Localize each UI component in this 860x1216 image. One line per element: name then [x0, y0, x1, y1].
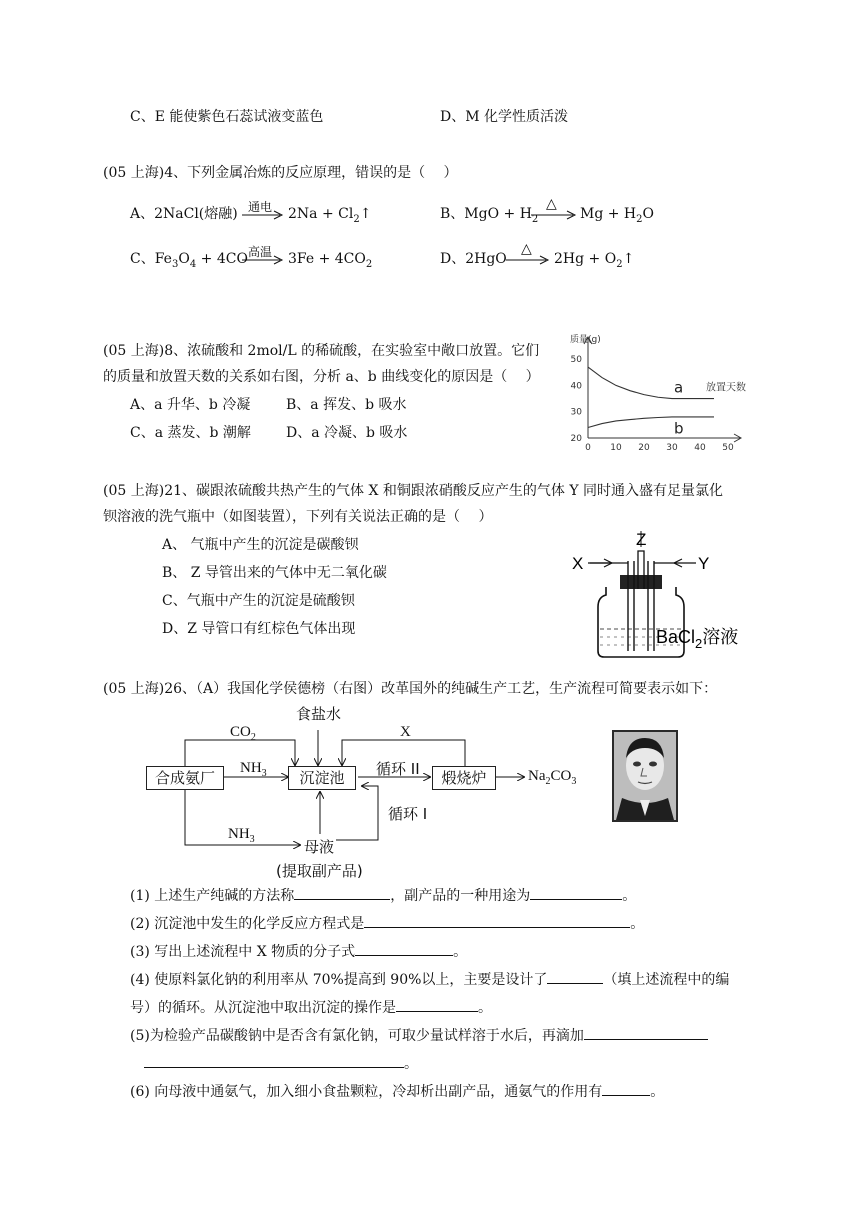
x-tick-label: 50 [722, 443, 734, 453]
q4-option-d-condition: △ [521, 241, 532, 257]
x-tick-label: 20 [638, 443, 650, 453]
q26-stem: (05 上海)26、（A）我国化学侯德榜（右图）改革国外的纯碱生产工艺，生产流程可简要表示如下： [103, 681, 718, 697]
mother-liquor-label: 母液 [304, 838, 335, 856]
answer-blank-1a[interactable] [294, 885, 390, 900]
q21-stem-line1: (05 上海)21、碳跟浓硫酸共热产生的气体 X 和铜跟浓硝酸反应产生的气体 Y 同时通入盛有足量氯化 [103, 483, 724, 499]
nh3-bottom-label: $NH_3$ [228, 826, 255, 845]
q4-option-b-arrow [531, 209, 577, 221]
na2co3-label: $Na_2CO_3$ [528, 768, 577, 787]
y-tick-label: 20 [570, 434, 582, 444]
q4-stem: (05 上海)4、下列金属冶炼的反应原理，错误的是（ ） [103, 165, 458, 181]
q4-option-c-condition: 高温 [248, 245, 273, 259]
prev-option-c: C、E 能使紫色石蕊试液变蓝色 [130, 109, 324, 125]
q8-option-d: D、a 冷凝、b 吸水 [286, 425, 408, 441]
nh3-top-label: $NH_3$ [240, 760, 267, 779]
q4-option-a-arrow [242, 209, 284, 221]
label-y: Y [698, 554, 710, 573]
q26-sub2: (2) 沉淀池中发生的化学反应方程式是 。 [130, 913, 644, 934]
q4-option-c-right: $3Fe + 4CO_2$ [288, 251, 373, 270]
q26-sub4-line1: (4) 使原料氯化钠的利用率从 70%提高到 90%以上，主要是设计了 （填上述流程中的编 [130, 969, 729, 990]
q21-stem-line2: 钡溶液的洗气瓶中（如图装置），下列有关说法正确的是（ ） [103, 509, 493, 525]
answer-blank-5b[interactable] [144, 1053, 404, 1068]
q21-option-a: A、 气瓶中产生的沉淀是碳酸钡 [162, 537, 359, 553]
q4-option-a-condition: 通电 [248, 200, 273, 214]
cycle-2-label: 循环 II [376, 760, 420, 778]
q4-option-a-right: $2Na + Cl_2↑$ [288, 206, 372, 225]
answer-blank-4a[interactable] [547, 969, 603, 984]
answer-blank-6[interactable] [602, 1081, 650, 1096]
solution-label: BaCl$_2$溶液 [656, 627, 739, 651]
x-tick-label: 40 [694, 443, 706, 453]
q26-sub4-line2: 号）的循环。从沉淀池中取出沉淀的操作是 。 [130, 997, 492, 1018]
x-label: X [400, 724, 411, 740]
q4-option-b-left: B、MgO + $H_2$ [440, 206, 539, 225]
q21-option-b: B、 Z 导管出来的气体中无二氧化碳 [162, 565, 387, 581]
answer-blank-2[interactable] [364, 913, 630, 928]
series-line-a [588, 367, 714, 399]
prev-option-d: D、M 化学性质活泼 [440, 109, 569, 125]
q26-sub5-line1: (5)为检验产品碳酸钠中是否含有氯化钠，可取少量试样溶于水后，再滴加 [130, 1025, 708, 1046]
y-tick-label: 40 [570, 381, 582, 392]
y-tick-label: 30 [570, 407, 582, 418]
q8-option-b: B、a 挥发、b 吸水 [286, 397, 407, 413]
q4-option-d-left: D、2HgO [440, 251, 507, 267]
series-line-b [588, 417, 714, 428]
q4-option-c-arrow [242, 254, 284, 266]
y-tick-label: 50 [570, 355, 582, 366]
label-z: Z [636, 530, 647, 549]
cycle-1-label: 循环 I [388, 805, 428, 823]
q26-sub5-line2: 。 [144, 1053, 418, 1074]
q26-sub6: (6) 向母液中通氨气，加入细小食盐颗粒，冷却析出副产品，通氨气的作用有 。 [130, 1081, 664, 1102]
q21-option-c: C、气瓶中产生的沉淀是硫酸钡 [162, 593, 355, 609]
x-tick-label: 0 [585, 443, 591, 453]
q4-option-d-arrow [506, 254, 550, 266]
x-tick-label: 30 [666, 443, 678, 453]
hou-debang-portrait [612, 730, 678, 822]
answer-blank-3[interactable] [355, 941, 453, 956]
q8-stem-line1: (05 上海)8、浓硫酸和 2mol/L 的稀硫酸，在实验室中敞口放置。它们 [103, 343, 540, 359]
q4-option-a-left: A、2NaCl(熔融) [130, 206, 238, 222]
co2-label: $CO_2$ [230, 724, 256, 743]
answer-blank-4b[interactable] [396, 997, 478, 1012]
q21-option-d: D、Z 导管口有红棕色气体出现 [162, 621, 356, 637]
q8-option-c: C、a 蒸发、b 潮解 [130, 425, 251, 441]
q4-option-b-right: $Mg + H_2O$ [580, 206, 654, 225]
series-label-b: b [674, 419, 684, 438]
series-label-a: a [674, 378, 684, 397]
byproduct-label: (提取副产品) [276, 862, 363, 880]
stopper [620, 575, 662, 589]
x-axis-label: 放置天数 [706, 382, 746, 394]
mass-days-chart [560, 330, 750, 455]
label-x: X [572, 554, 584, 573]
q4-option-b-condition: △ [546, 196, 557, 212]
q26-sub1: (1) 上述生产纯碱的方法称 ，副产品的一种用途为 。 [130, 885, 636, 906]
q4-option-c-left: C、$Fe_3O_4 + 4CO$ [130, 251, 248, 270]
q4-option-d-right: $2Hg + O_2↑$ [554, 251, 635, 270]
ammonia-plant-box: 合成氨厂 [146, 766, 224, 790]
soda-process-flow-lines [140, 700, 620, 880]
x-tick-label: 10 [610, 443, 622, 453]
q26-sub3: (3) 写出上述流程中 X 物质的分子式 。 [130, 941, 467, 962]
gas-washing-bottle-apparatus [568, 525, 768, 665]
furnace-box: 煅烧炉 [432, 766, 496, 790]
answer-blank-1b[interactable] [530, 885, 622, 900]
answer-blank-5a[interactable] [584, 1025, 708, 1040]
y-axis-label: 质量(g) [570, 335, 601, 345]
salt-water-label: 食盐水 [296, 705, 342, 723]
q8-option-a: A、a 升华、b 冷凝 [130, 397, 251, 413]
q8-stem-line2: 的质量和放置天数的关系如右图，分析 a、b 曲线变化的原因是（ ） [103, 369, 540, 385]
settling-tank-box: 沉淀池 [288, 766, 356, 790]
